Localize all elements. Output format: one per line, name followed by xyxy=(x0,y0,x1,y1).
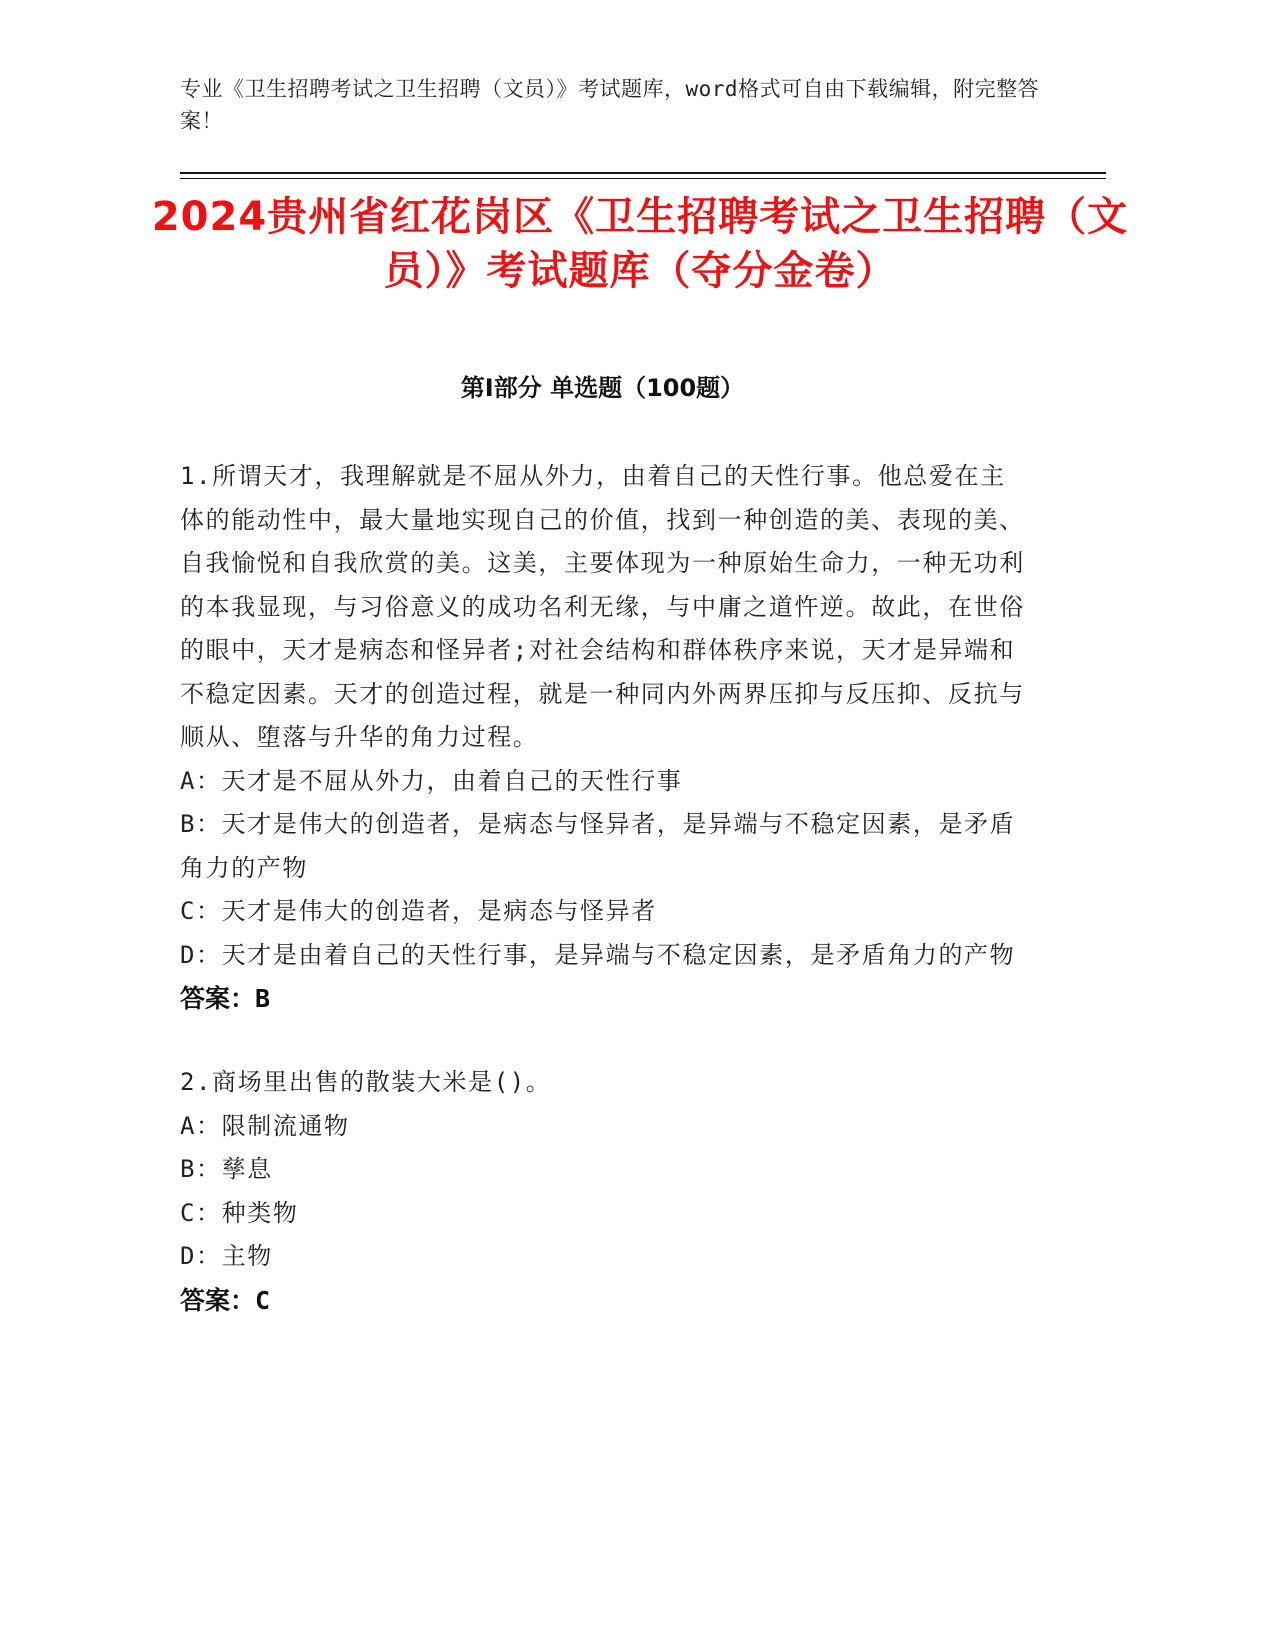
answer-value: B xyxy=(255,984,271,1013)
option-b: B：天才是伟大的创造者，是病态与怪异者，是异端与不稳定因素，是矛盾角力的产物 xyxy=(180,810,1016,882)
header-divider-thick xyxy=(180,172,1106,174)
answer-label: 答案： xyxy=(180,1285,256,1315)
answer-value: C xyxy=(255,1285,271,1315)
option-c: C：种类物 xyxy=(180,1198,299,1227)
option-a: A：限制流通物 xyxy=(180,1111,350,1140)
option-d: D：主物 xyxy=(180,1242,273,1270)
question-item xyxy=(180,1061,1030,1323)
option-c: C：天才是伟大的创造者，是病态与怪异者 xyxy=(180,897,657,925)
header-note: 专业《卫生招聘考试之卫生招聘（文员）》考试题库，word格式可自由下载编辑，附完整答案！ xyxy=(180,77,1040,133)
option-a: A：天才是不屈从外力，由着自己的天性行事 xyxy=(180,766,683,795)
answer-label: 答案： xyxy=(180,984,256,1013)
question-stem: 2.商场里出售的散装大米是()。 xyxy=(180,1068,552,1096)
header-divider-thin xyxy=(180,178,1106,179)
option-d: D：天才是由着自己的天性行事，是异端与不稳定因素，是矛盾角力的产物 xyxy=(180,940,1016,969)
answer-row xyxy=(180,1279,1030,1323)
question-stem: 1.所谓天才，我理解就是不屈从外力，由着自己的天性行事。他总爱在主体的能动性中，最大量地实现自己的价值，找到一种创造的美、表现的美、自我愉悦和自我欣赏的美。这美，主要体现为一种原始生命力，一种无功利的本我显现，与习俗意义的成功名利无缘，与中庸之道忤逆。故此，在世俗的眼中，天才是病态和怪异者;对社会结构和群体秩序来说，天才是异端和不稳定因素。天才的创造过程，就是一种同内外两界压抑与反压抑、反抗与顺从、堕落与升华的角力过程。 xyxy=(180,462,1025,751)
question-item xyxy=(180,455,1030,1021)
question-list xyxy=(180,455,1030,1323)
answer-row xyxy=(180,977,1030,1021)
option-b: B：孳息 xyxy=(180,1155,273,1183)
document-title: 2024贵州省红花岗区《卫生招聘考试之卫生招聘（文员）》考试题库（夺分金卷） xyxy=(151,194,1129,294)
section-heading: 第Ⅰ部分 单选题（100题） xyxy=(460,374,745,402)
